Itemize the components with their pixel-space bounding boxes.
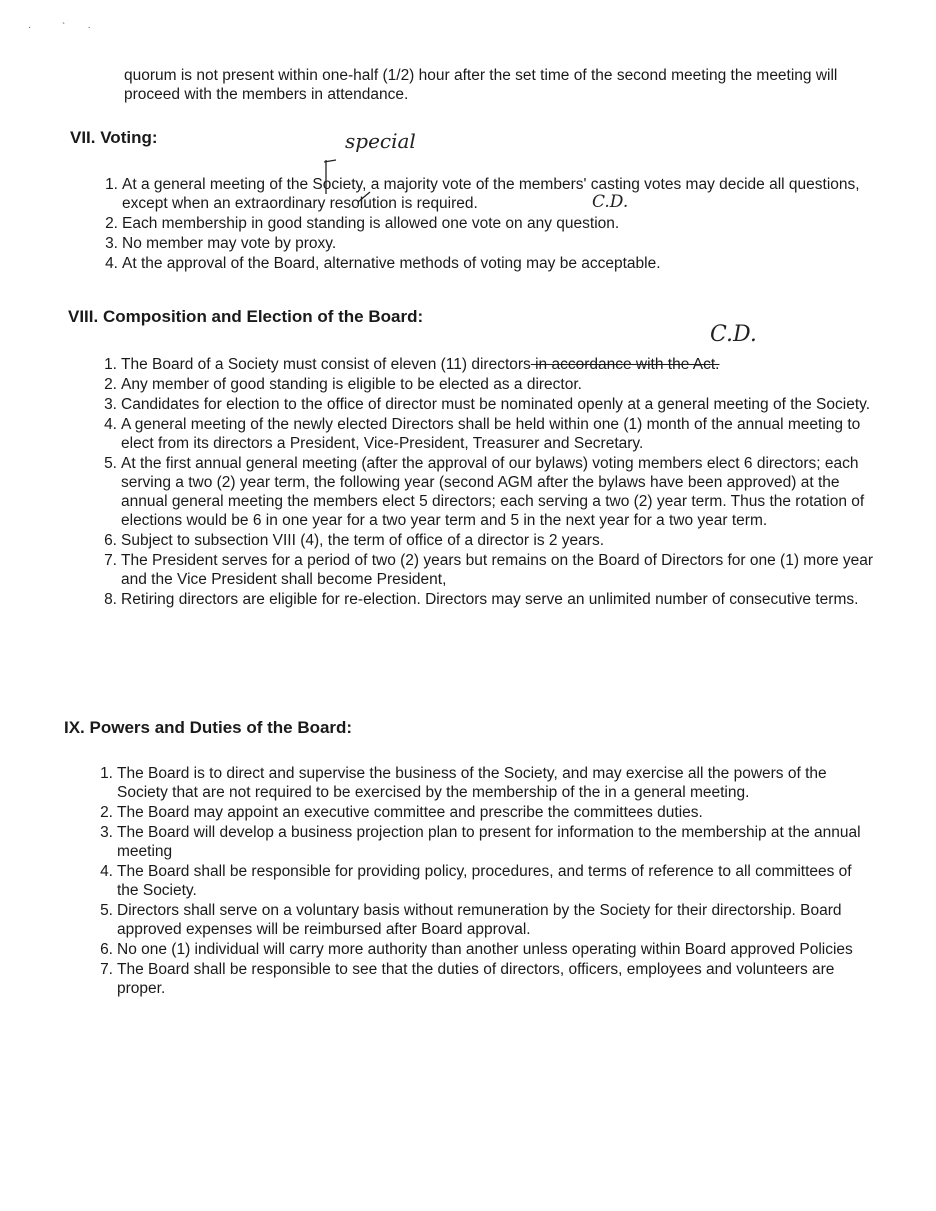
list-item: 1. The Board is to direct and supervise the business of the Society, and may exercise all the powers of the Society that are not required to be exercised by the membership of the in a general meeting. [100, 765, 827, 801]
section-title-powers: IX. Powers and Duties of the Board: [64, 718, 353, 737]
composition-list [104, 355, 881, 610]
list-item: 2. Each membership in good standing is allowed one vote on any question. [105, 215, 620, 232]
handwritten-special: special [345, 129, 416, 153]
list-item: 5. At the first annual general meeting (after the approval of our bylaws) voting members elect 6 directors; each serving a two (2) year term, the following year (second AGM after the bylaws have been approved) at the annual general meeting the members elect 5 directors; each serving a two (2) year term. Thus the rotation of elections would be 6 in one year for a two year term and 5 in the next year for a two year term. [104, 455, 865, 529]
list-item: 7. The Board shall be responsible to see that the duties of directors, officers, employees and volunteers are proper. [100, 961, 835, 997]
handwritten-insert-mark [318, 150, 378, 210]
list-item: 3. The Board will develop a business projection plan to present for information to the membership at the annual meeting [100, 824, 861, 860]
voting-list [105, 175, 882, 274]
handwritten-initials-voting: C.D. [592, 192, 629, 212]
section-title-voting: VII. Voting: [70, 128, 158, 147]
list-item: 8. Retiring directors are eligible for re-election. Directors may serve an unlimited number of consecutive terms. [104, 591, 859, 608]
intro-paragraph: quorum is not present within one-half (1/2) hour after the set time of the second meeting the meeting will proceed with the members in attendance. [124, 67, 838, 103]
list-item: 6. No one (1) individual will carry more authority than another unless operating within Board approved Policies [100, 941, 853, 958]
list-item: 3. No member may vote by proxy. [105, 235, 337, 252]
list-item: 4. The Board shall be responsible for providing policy, procedures, and terms of reference to all committees of the Society. [100, 863, 852, 899]
scan-speck: · ` · [28, 22, 91, 33]
list-item: 1. At a general meeting of the Society, a majority vote of the members' casting votes may decide all questions, except when an extraordinary resolution is required. [105, 176, 860, 212]
list-item: 7. The President serves for a period of two (2) years but remains on the Board of Directors for one (1) more year and the Vice President shall become President, [104, 552, 874, 588]
list-item: 2. Any member of good standing is eligible to be elected as a director. [104, 376, 582, 393]
list-item: 6. Subject to subsection VIII (4), the term of office of a director is 2 years. [104, 532, 605, 549]
list-item: 4. At the approval of the Board, alternative methods of voting may be acceptable. [105, 255, 661, 272]
struck-text: in accordance with the Act. [530, 356, 720, 373]
list-item: 1. The Board of a Society must consist of eleven (11) directors in accordance with the Act. [104, 356, 720, 373]
list-item: 3. Candidates for election to the office of director must be nominated openly at a general meeting of the Society. [104, 396, 871, 413]
section-title-composition: VIII. Composition and Election of the Board: [68, 307, 424, 326]
list-item: 5. Directors shall serve on a voluntary basis without remuneration by the Society for their directorship. Board approved expenses will be reimbursed after Board approval. [100, 902, 842, 938]
powers-list [100, 764, 877, 999]
list-item: 4. A general meeting of the newly elected Directors shall be held within one (1) month of the annual meeting to elect from its directors a President, Vice-President, Treasurer and Secretary. [104, 416, 861, 452]
list-item: 2. The Board may appoint an executive committee and prescribe the committees duties. [100, 804, 703, 821]
handwritten-initials-board: C.D. [710, 322, 757, 347]
